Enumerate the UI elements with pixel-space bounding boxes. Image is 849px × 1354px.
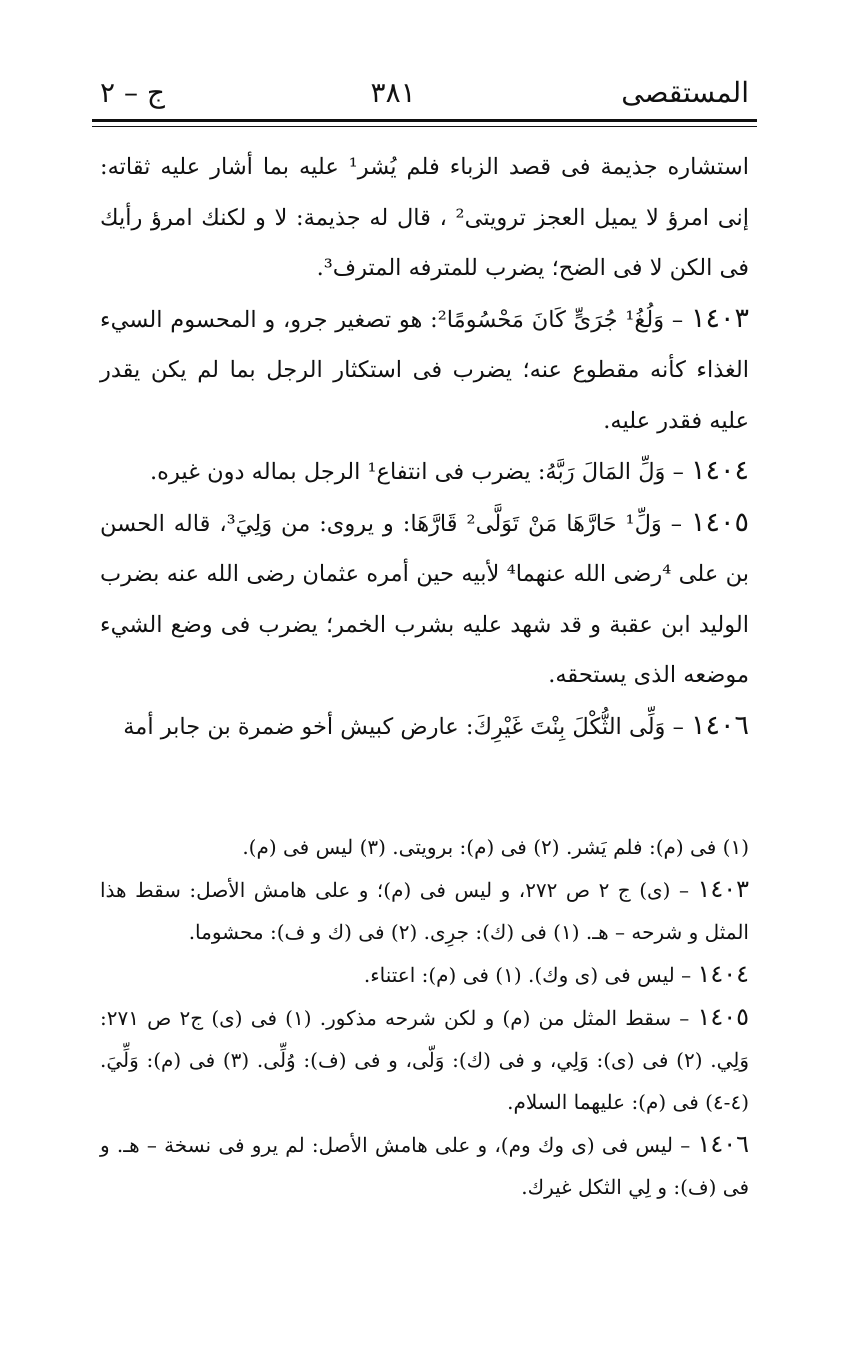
book-title: المستقصى xyxy=(621,75,749,109)
volume-label: ج – ٢ xyxy=(100,75,165,109)
footnote-number: ١٤٠٥ xyxy=(697,1003,749,1031)
footnote-text: – ليس فى (ى وك وم)، و على هامش الأصل: لم يرو فى نسخة – هـ. و فى (ف): و لِي الثكل غيرك. xyxy=(100,1133,749,1199)
proverb-1403 xyxy=(100,294,749,447)
entry-text: – وَلِّى الثُّكْلَ بِنْتَ غَيْرِكَ: عارض كبيش أخو ضمرة بن جابر أمة xyxy=(123,713,691,740)
entry-number: ١٤٠٦ xyxy=(690,709,749,741)
footnote-1405 xyxy=(100,996,749,1123)
page-number: ٣٨١ xyxy=(370,75,416,109)
footnote-prev-entry: (١) فى (م): فلم يَشر. (٢) فى (م): برويتى. (٣) ليس فى (م). xyxy=(242,835,749,859)
header-rule-thin xyxy=(92,126,757,127)
entry-text: – وَلُغُ¹ جُرَىٍّ كَانَ مَحْسُومًا²: هو تصغير جرو، و المحسوم السيء الغذاء كأنه مقطوع عنه؛ يضرب فى استكثار الرجل بما لم يكن يقدر عليه فقدر عليه. xyxy=(100,306,749,434)
proverb-1405 xyxy=(100,498,749,701)
entry-text: – وَلِّ¹ حَارَّهَا مَنْ تَوَلَّى² قَارَّهَا: و يروى: من وَلِيَ³، قاله الحسن بن على ⁴رضى الله عنهما⁴ لأبيه حين أمره عثمان رضى الله عنه بضرب الوليد ابن عقبة و قد شهد عليه بشرب الخمر؛ يضرب فى وضع الشيء موضعه الذى يستحقه. xyxy=(100,510,749,688)
footnote-1404 xyxy=(100,953,749,996)
footnote-text: – سقط المثل من (م) و لكن شرحه مذكور. (١) فى (ى) ج٢ ص ٢٧١: وَلِي. (٢) فى (ى): وَلِي، و فى (ك): وَلّى، و فى (ف): وُلِّى. (٣) فى (م): وَلِّيَ. (٤-٤) فى (م): عليهما السلام. xyxy=(100,1006,749,1114)
footnote-text: – ليس فى (ى وك). (١) فى (م): اعتناء. xyxy=(363,963,698,987)
main-text xyxy=(100,142,749,752)
entry-number: ١٤٠٣ xyxy=(690,302,749,334)
entry-number: ١٤٠٤ xyxy=(690,455,749,486)
footnote-text: – (ى) ج ٢ ص ٢٧٢، و ليس فى (م)؛ و على هامش الأصل: سقط هذا المثل و شرحه – هـ. (١) فى (ك): جرِى. (٢) فى (ك و ف): محشوما. xyxy=(100,878,749,944)
footnote-number: ١٤٠٦ xyxy=(697,1130,749,1158)
footnote-1403 xyxy=(100,868,749,953)
running-header xyxy=(100,72,749,112)
entry-text: – وَلِّ المَالَ رَبَّهُ: يضرب فى انتفاع¹ الرجل بماله دون غيره. xyxy=(150,459,691,485)
proverb-1406 xyxy=(100,701,749,753)
footnote-number: ١٤٠٤ xyxy=(697,960,749,988)
proverb-1404 xyxy=(100,446,749,498)
footnote-number: ١٤٠٣ xyxy=(697,875,749,903)
entry-number: ١٤٠٥ xyxy=(690,506,749,538)
footnotes xyxy=(100,826,749,1208)
footnote-1406 xyxy=(100,1123,749,1208)
paragraph-continued: استشاره جذيمة فى قصد الزباء فلم يُشر¹ عليه بما أشار عليه ثقاته: إنى امرؤ لا يميل العجز ترويتى² ، قال له جذيمة: لا و لكنك امرؤ رأيك فى الكن لا فى الضح؛ يضرب للمترفه المترف³. xyxy=(100,154,750,281)
header-rule-thick xyxy=(92,119,757,122)
